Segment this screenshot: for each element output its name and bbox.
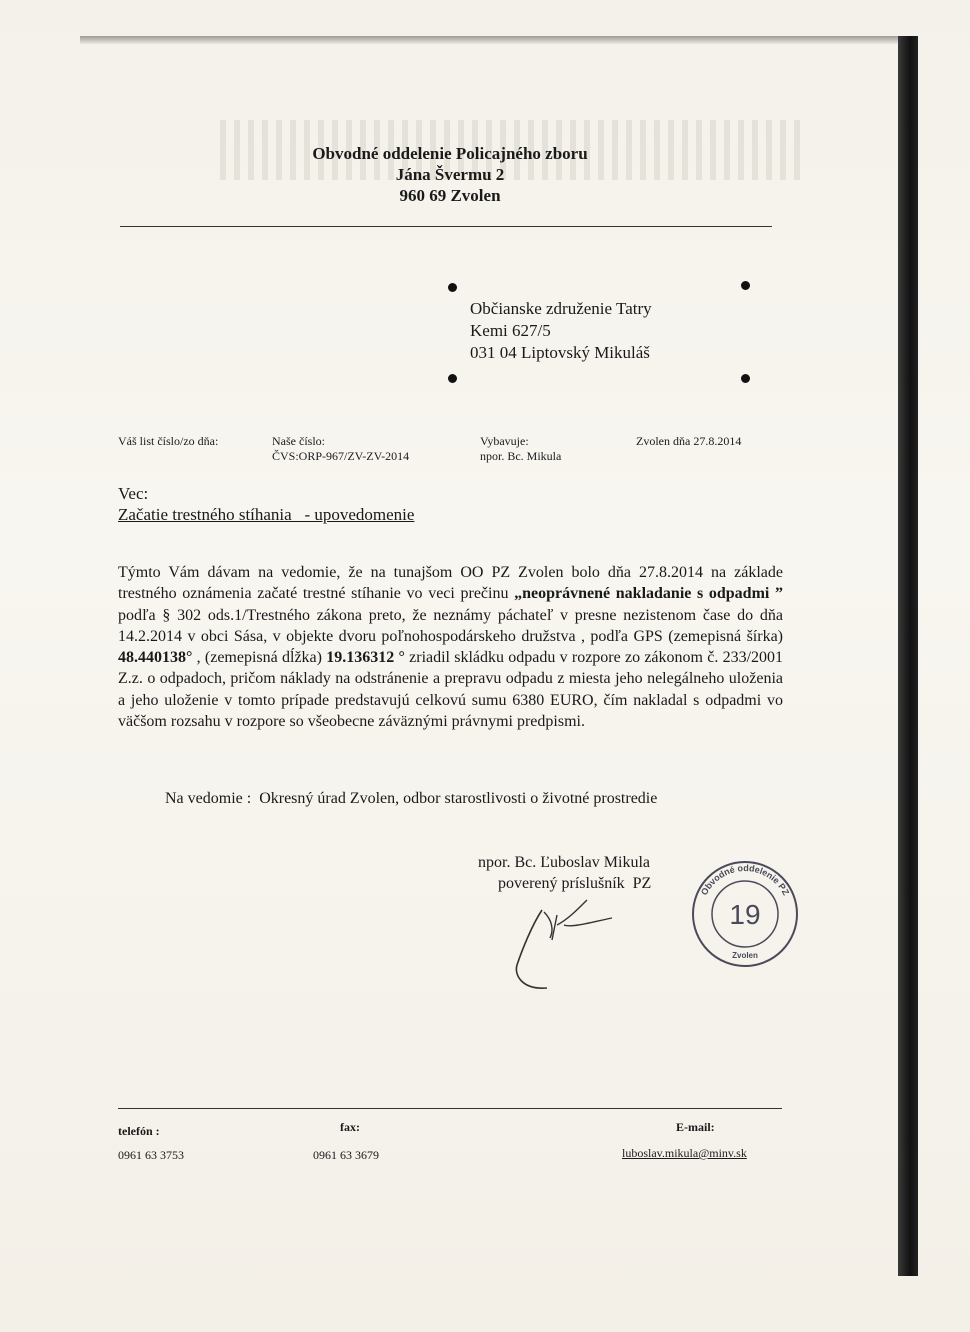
body-text-e: , (zemepisná dĺžka) <box>192 649 327 667</box>
handled-by-value: npor. Bc. Mikula <box>480 449 562 463</box>
addressee-line-1: Občianske združenie Tatry <box>470 299 652 318</box>
addressee-block <box>470 298 652 364</box>
stamp-bottom-text: Zvolen <box>732 951 758 960</box>
footer-divider <box>118 1108 782 1109</box>
fax-value: 0961 63 3679 <box>313 1148 379 1162</box>
body-paragraph <box>118 562 783 732</box>
sender-line-1: Obvodné oddelenie Policajného zboru <box>312 144 588 163</box>
addressee-line-2: Kemi 627/5 <box>470 321 551 340</box>
gps-latitude: 48.440138° <box>118 649 193 667</box>
window-mark-top-right <box>741 281 750 290</box>
phone-label: telefón : <box>118 1124 160 1138</box>
place-date: Zvolen dňa 27.8.2014 <box>636 434 742 448</box>
window-mark-top-left <box>448 283 457 292</box>
handled-by-block <box>480 434 561 464</box>
body-text-g: zriadil skládku odpadu v rozpore zo zákonom č. 233/2001 Z.z. o odpadoch, pričom náklady na odstránenie a prepravu odpadu z miesta jeho nelegálneho uloženia a jeho uloženie v tomto prípade predstavujú celkovú sumu 6380 EURO, čím nakladal s odpadmi vo väčšom rozsahu v rozpore so všeobecne záväznými právnymi predpismi. <box>118 649 784 731</box>
signatory-title: poverený príslušník PZ <box>498 875 652 892</box>
body-text-c: podľa § 302 ods.1/Trestného zákona preto, že neznámy páchateľ v presne nezistenom čase do dňa 14.2.2014 v obci Sása, v objekte dvoru poľnohospodárskeho družstva , podľa GPS (zemepisná šírka) <box>118 606 783 645</box>
our-number-block <box>272 434 409 464</box>
sender-line-2: Jána Švermu 2 <box>395 165 505 184</box>
handled-by-label: Vybavuje: <box>480 434 529 448</box>
your-letter-label: Váš list číslo/zo dňa: <box>118 434 219 448</box>
subject-label: Vec: <box>118 484 149 503</box>
scan-top-shadow <box>80 36 910 44</box>
official-stamp <box>686 858 804 970</box>
email-link[interactable]: luboslav.mikula@minv.sk <box>622 1146 747 1160</box>
stamp-top-text: Obvodné oddelenie PZ <box>698 862 792 897</box>
handwritten-signature <box>502 880 622 1000</box>
subject-text: Začatie trestného stíhania - upovedomenie <box>118 505 415 524</box>
body-offense-name: „neoprávnené nakladanie s odpadmi ” <box>514 585 783 603</box>
window-mark-bottom-right <box>741 374 750 383</box>
signatory-name: npor. Bc. Ľuboslav Mikula <box>478 854 650 871</box>
our-number-value: ČVS:ORP-967/ZV-ZV-2014 <box>272 449 410 463</box>
cc-line: Na vedomie : Okresný úrad Zvolen, odbor starostlivosti o životné prostredie <box>165 790 658 807</box>
phone-value: 0961 63 3753 <box>118 1148 184 1162</box>
window-mark-bottom-left <box>448 374 457 383</box>
gps-longitude: 19.136312 ° <box>326 649 405 667</box>
email-label: E-mail: <box>676 1120 715 1134</box>
header-divider <box>120 226 772 227</box>
sender-header <box>120 143 780 206</box>
sender-line-3: 960 69 Zvolen <box>399 186 501 205</box>
fax-label: fax: <box>340 1120 360 1134</box>
subject-block <box>118 483 414 525</box>
stamp-number: 19 <box>729 899 761 930</box>
svg-text:Obvodné oddelenie PZ <box>699 863 792 897</box>
body-text-a: Týmto Vám dávam na vedomie, že na tunajšom OO PZ Zvolen bolo dňa 27.8.2014 na základe trestného oznámenia začaté trestné stíhanie vo veci prečinu <box>118 564 783 603</box>
our-number-label: Naše číslo: <box>272 434 325 448</box>
scan-right-shadow <box>898 36 918 1276</box>
addressee-line-3: 031 04 Liptovský Mikuláš <box>470 343 650 362</box>
